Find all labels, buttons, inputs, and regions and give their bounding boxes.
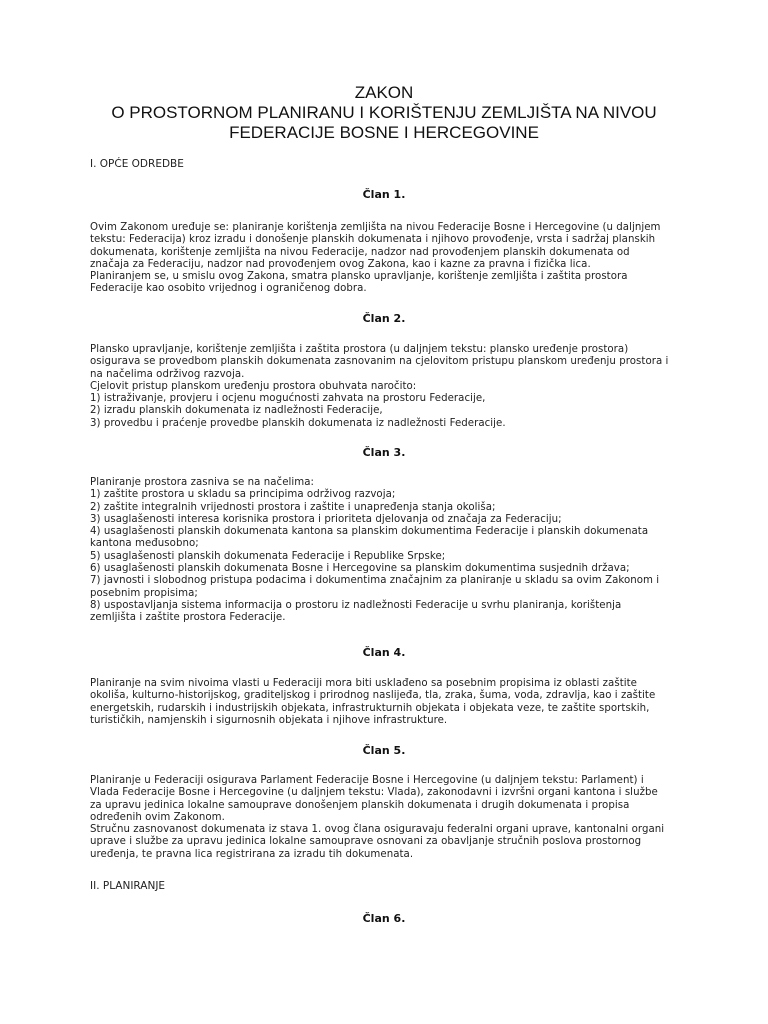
text-line: 5) usaglašenosti planskih dokumenata Federacije i Republike Srpske; [90,550,446,562]
text-line: posebnim propisima; [90,587,198,599]
text-line: 8) uspostavljanja sistema informacija o prostoru iz nadležnosti Federacije u svrhu planiranja, korištenja [90,599,622,611]
text-line: Plansko upravljanje, korištenje zemljišta i zaštita prostora (u daljnjem tekstu: plansko uređenje prostora) [90,344,629,355]
text-line: okoliša, kulturno-historijskog, graditeljskog i prirodnog naslijeđa, tla, zraka, šuma, voda, zdravlja, kao i zaštite [90,690,656,702]
text-line: 2) zaštite integralnih vrijednosti prostora i zaštite i unapređenja stanja okoliša; [90,501,496,513]
article-6-heading: Član 6. [362,912,406,925]
article-2-text [90,344,690,430]
document-title-line-3: FEDERACIJE BOSNE I HERCEGOVINE [229,123,539,142]
text-line: 6) usaglašenosti planskih dokumenata Bosne i Hercegovine sa planskim dokumentima susjednih država; [90,563,630,575]
text-line: Stručnu zasnovanost dokumenata iz stava 1. ovog člana osiguravaju federalni organi uprave, kantonalni organi [90,824,665,836]
text-line: turističkih, namjenskih i sigurnosnih objekata i njihove infrastrukture. [90,714,448,726]
text-line: 3) usaglašenosti interesa korisnika prostora i prioriteta djelovanja od značaja za Federaciju; [90,513,562,525]
document-title-line-2: O PROSTORNOM PLANIRANU I KORIŠTENJU ZEMLJIŠTA NA NIVOU [111,103,657,122]
article-3-heading: Član 3. [362,446,406,459]
text-line: dokumenata, korištenje zemljišta na nivou Federacije, nadzor nad provođenjem planskih dokumenata od [90,246,630,258]
article-1-text [90,222,690,296]
text-line: Planiranje prostora zasniva se na načelima: [90,477,315,488]
text-line: uređenja, te pravna lica registrirana za izradu tih dokumenata. [90,848,414,860]
text-line: uprave i službe za upravu jedinica lokalne samouprave osnovani za obavljanje stručnih poslova prostornog [90,836,642,848]
text-line: Planiranje u Federaciji osigurava Parlament Federacije Bosne i Hercegovine (u daljnjem tekstu: Parlament) i [90,775,644,786]
text-line: tekstu: Federacija) kroz izradu i donošenje planskih dokumenata i njihovo provođenje, vrsta i sadržaj planskih [90,234,656,246]
text-line: 2) izradu planskih dokumenata iz nadležnosti Federacije, [90,405,383,417]
article-5-heading: Član 5. [362,744,406,757]
text-line: zemljišta i zaštite prostora Federacije. [90,612,286,624]
text-line: energetskih, rudarskih i industrijskih objekata, infrastrukturnih objekata i objekata veze, te zaštite sportskih, [90,702,650,714]
article-4-heading: Član 4. [362,646,406,659]
section-heading-planning: II. PLANIRANJE [90,880,166,892]
article-4-text [90,678,690,727]
text-line: Planiranje na svim nivoima vlasti u Federaciji mora biti usklađeno sa posebnim propisima iz oblasti zaštite [90,678,637,689]
text-line: Vlada Federacije Bosne i Hercegovine (u daljnjem tekstu: Vlada), zakonodavni i izvršni organi kantona i službe [90,787,658,799]
text-line: na načelima održivog razvoja. [90,368,245,380]
text-line: značaja za Federaciju, nadzor nad provođenjem ovog Zakona, kao i kazne za pravna i fizička lica. [90,258,591,270]
article-5-text [90,775,690,861]
text-line: Cjelovit pristup planskom uređenju prostora obuhvata naročito: [90,380,417,392]
article-1-heading: Član 1. [362,188,406,201]
text-line: osigurava se provedbom planskih dokumenata zasnovanim na cjelovitom pristupu planskom uređenju prostora i [90,356,669,368]
article-3-text [90,477,690,625]
text-line: 7) javnosti i slobodnog pristupa podacima i dokumentima značajnim za planiranje u skladu sa ovim Zakonom i [90,575,660,587]
text-line: kantona međusobno; [90,538,199,550]
document-title-line-1: ZAKON [354,83,414,102]
text-line: Federacije kao osobito vrijednog i ograničenog dobra. [90,283,367,295]
text-line: 1) zaštite prostora u skladu sa principima održivog razvoja; [90,489,396,501]
article-2-heading: Član 2. [362,312,406,325]
section-heading-general-provisions: I. OPĆE ODREDBE [90,158,184,170]
text-line: za upravu jedinica lokalne samouprave donošenjem planskih dokumenata i drugih dokumenata i propisa [90,799,630,811]
text-line: određenih ovim Zakonom. [90,811,225,823]
text-line: 3) provedbu i praćenje provedbe planskih dokumenata iz nadležnosti Federacije. [90,417,506,429]
text-line: Ovim Zakonom uređuje se: planiranje korištenja zemljišta na nivou Federacije Bosne i Hercegovine (u daljnjem [90,222,661,233]
text-line: Planiranjem se, u smislu ovog Zakona, smatra plansko upravljanje, korištenje zemljišta i zaštita prostora [90,271,628,283]
text-line: 1) istraživanje, provjeru i ocjenu mogućnosti zahvata na prostoru Federacije, [90,393,486,405]
text-line: 4) usaglašenosti planskih dokumenata kantona sa planskim dokumentima Federacije i planskih dokumenata [90,526,649,538]
